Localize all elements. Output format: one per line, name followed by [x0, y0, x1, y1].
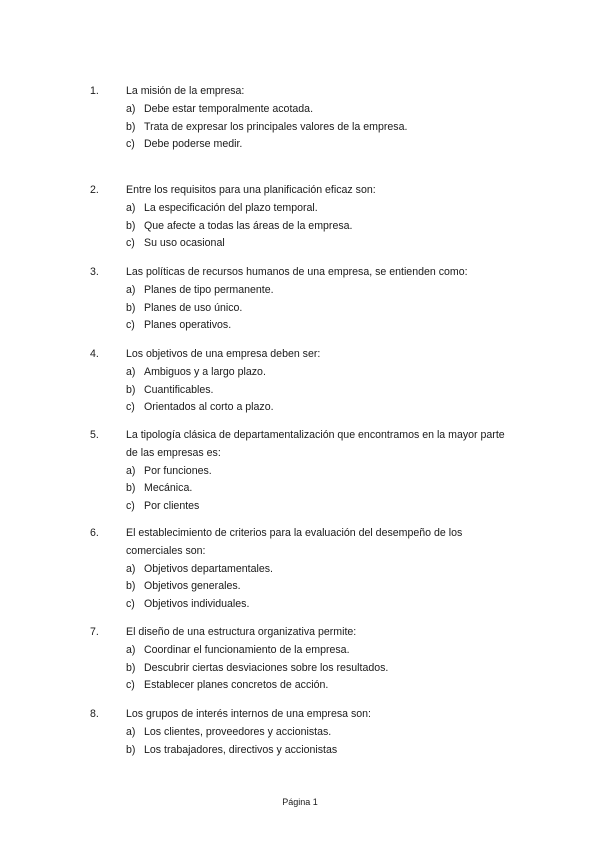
option-b [126, 578, 546, 596]
option-text: Objetivos generales. [144, 580, 241, 593]
option-c [126, 399, 546, 417]
option-text: Coordinar el funcionamiento de la empresa. [144, 643, 350, 656]
question-number: 2. [90, 184, 99, 196]
option-text: Debe poderse medir. [144, 138, 243, 151]
option-text: Ambiguos y a largo plazo. [144, 365, 266, 378]
options-list [126, 463, 546, 516]
option-letter: a) [126, 464, 136, 477]
option-letter: c) [126, 500, 135, 513]
option-text: Los clientes, proveedores y accionistas. [144, 725, 332, 738]
option-b [126, 660, 546, 678]
option-letter: b) [126, 219, 136, 232]
option-letter: c) [126, 679, 135, 692]
question-number: 3. [90, 266, 99, 278]
option-b [126, 218, 546, 236]
option-letter: a) [126, 201, 136, 214]
options-list [126, 101, 546, 154]
option-a [126, 282, 546, 300]
option-c [126, 235, 546, 253]
question-text: El establecimiento de criterios para la evaluación del desempeño de los comerciales son: [126, 527, 463, 557]
option-letter: c) [126, 401, 135, 414]
option-text: Planes operativos. [144, 319, 232, 332]
question-text: El diseño de una estructura organizativa permite: [126, 626, 357, 638]
question-text: La misión de la empresa: [126, 85, 245, 97]
options-list [126, 642, 546, 695]
option-text: Descubrir ciertas desviaciones sobre los resultados. [144, 661, 389, 674]
option-c [126, 677, 546, 695]
question-number: 8. [90, 708, 99, 720]
option-letter: a) [126, 562, 136, 575]
option-text: Los trabajadores, directivos y accionistas [144, 743, 338, 756]
option-a [126, 724, 546, 742]
option-letter: c) [126, 598, 135, 611]
option-letter: c) [126, 138, 135, 151]
question-number: 5. [90, 429, 99, 441]
option-letter: b) [126, 661, 136, 674]
option-a [126, 561, 546, 579]
option-text: Por clientes [144, 500, 200, 513]
question-number: 4. [90, 348, 99, 360]
option-a [126, 364, 546, 382]
question-number: 1. [90, 85, 99, 97]
option-text: Por funciones. [144, 464, 212, 477]
option-text: Establecer planes concretos de acción. [144, 679, 329, 692]
question-text: Las políticas de recursos humanos de una empresa, se entienden como: [126, 266, 468, 278]
option-letter: a) [126, 725, 136, 738]
options-list [126, 364, 546, 417]
option-letter: b) [126, 482, 136, 495]
option-c [126, 596, 546, 614]
option-text: Planes de uso único. [144, 301, 243, 314]
option-letter: b) [126, 120, 136, 133]
option-letter: a) [126, 365, 136, 378]
option-c [126, 317, 546, 335]
option-text: Cuantificables. [144, 383, 214, 396]
options-list [126, 200, 546, 253]
option-text: Debe estar temporalmente acotada. [144, 102, 314, 115]
option-letter: b) [126, 301, 136, 314]
option-b [126, 480, 546, 498]
option-letter: a) [126, 283, 136, 296]
option-text: Que afecte a todas las áreas de la empresa. [144, 219, 353, 232]
option-letter: b) [126, 743, 136, 756]
question-number: 6. [90, 527, 99, 539]
option-letter: b) [126, 580, 136, 593]
question-text: Los objetivos de una empresa deben ser: [126, 348, 321, 360]
option-letter: c) [126, 319, 135, 332]
options-list [126, 282, 546, 335]
option-text: Objetivos departamentales. [144, 562, 273, 575]
option-text: Trata de expresar los principales valores de la empresa. [144, 120, 408, 133]
question-number: 7. [90, 626, 99, 638]
option-text: Orientados al corto a plazo. [144, 401, 274, 414]
option-a [126, 200, 546, 218]
question-text: Entre los requisitos para una planificación eficaz son: [126, 184, 376, 196]
option-b [126, 742, 546, 760]
question-text: Los grupos de interés internos de una empresa son: [126, 708, 371, 720]
page-number-footer: Página 1 [282, 797, 318, 807]
option-b [126, 382, 546, 400]
option-c [126, 498, 546, 516]
option-letter: c) [126, 237, 135, 250]
option-text: La especificación del plazo temporal. [144, 201, 318, 214]
option-letter: b) [126, 383, 136, 396]
option-c [126, 136, 546, 154]
option-b [126, 119, 546, 137]
option-letter: a) [126, 102, 136, 115]
option-b [126, 300, 546, 318]
option-a [126, 642, 546, 660]
option-text: Mecánica. [144, 482, 193, 495]
option-a [126, 463, 546, 481]
question-text: La tipología clásica de departamentalización que encontramos en la mayor parte de las empresas es: [126, 429, 505, 459]
option-text: Su uso ocasional [144, 237, 225, 250]
options-list [126, 724, 546, 760]
option-letter: a) [126, 643, 136, 656]
option-a [126, 101, 546, 119]
options-list [126, 561, 546, 614]
option-text: Objetivos individuales. [144, 598, 250, 611]
option-text: Planes de tipo permanente. [144, 283, 274, 296]
